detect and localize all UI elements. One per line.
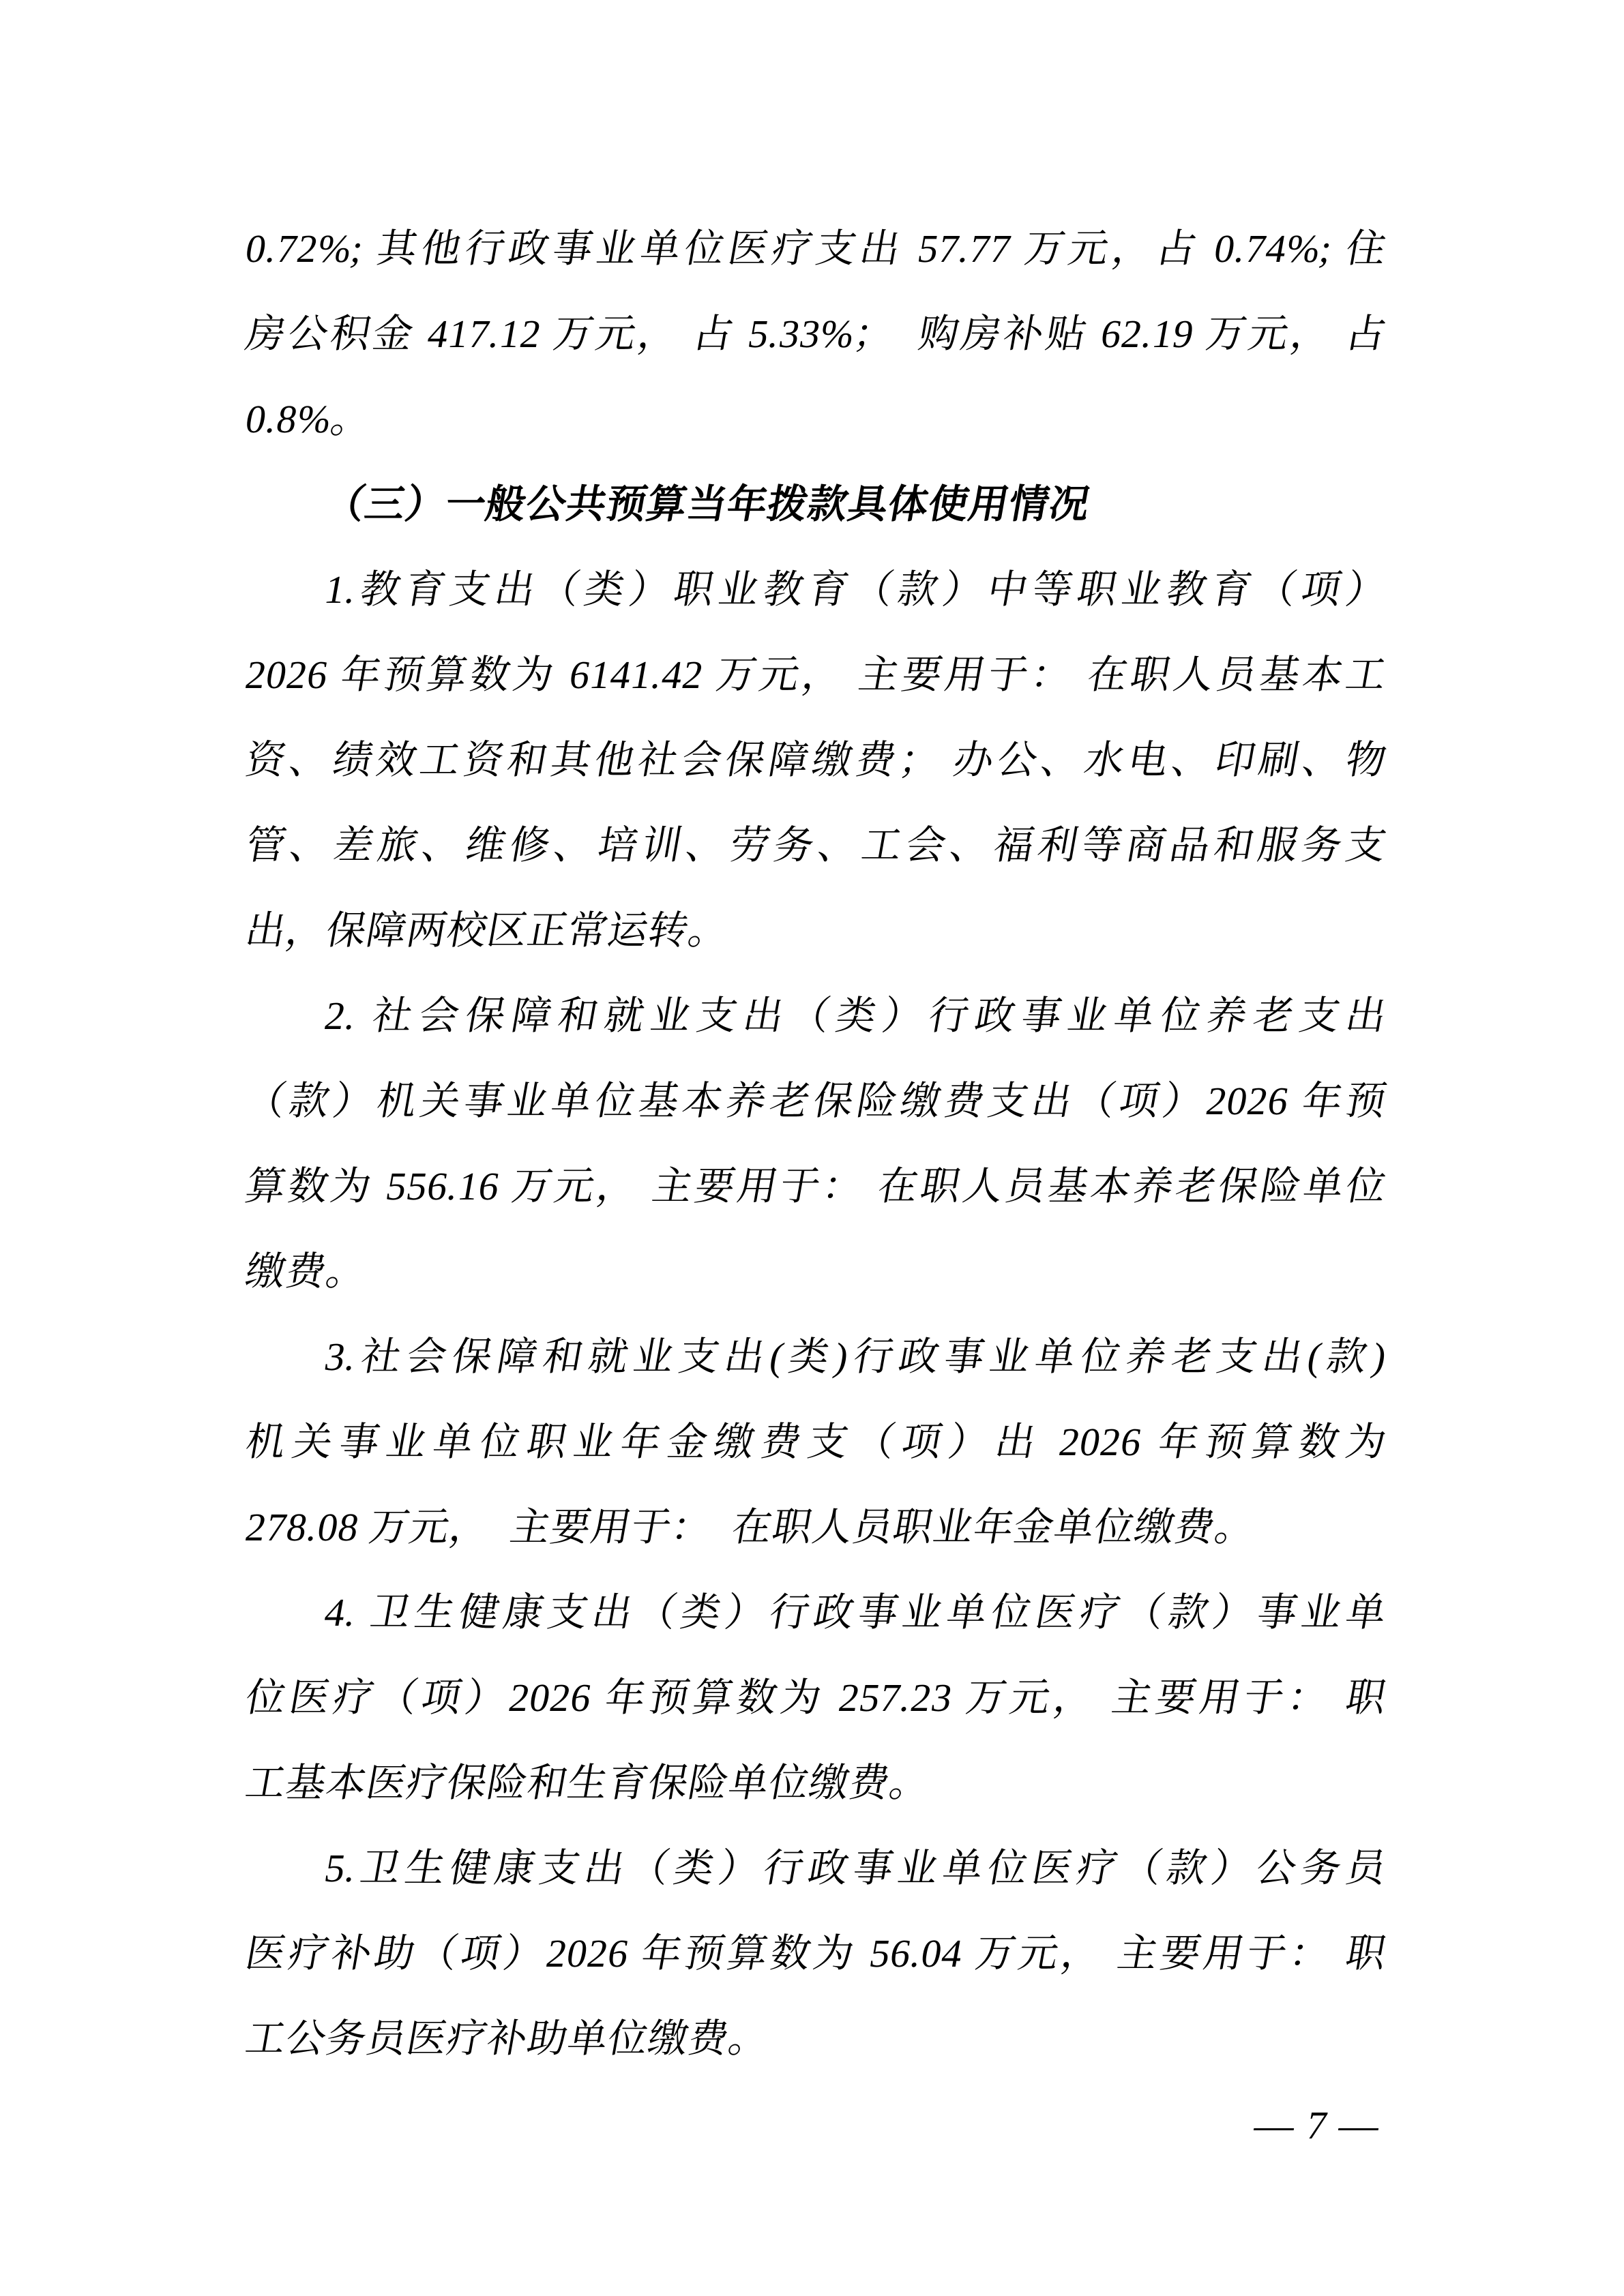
- text-line: 4. 卫生健康支出（类）行政事业单位医疗（款）事业单: [321, 1590, 1391, 1635]
- text-line: 算数为 556.16 万元， 主要用于： 在职人员基本养老保险单位: [242, 1164, 1391, 1208]
- text-line: 1.教育支出（类）职业教育（款）中等职业教育（项）: [321, 567, 1391, 612]
- document-body: [242, 206, 1391, 2081]
- text-line: 位医疗（项）2026 年预算数为 257.23 万元， 主要用于： 职: [242, 1675, 1391, 1720]
- text-line: 机关事业单位职业年金缴费支（项）出 2026 年预算数为: [242, 1420, 1391, 1464]
- text-line: 3.社会保障和就业支出(类)行政事业单位养老支出(款): [321, 1335, 1391, 1379]
- page-number: — 7 —: [1250, 2103, 1385, 2147]
- text-line: 医疗补助（项）2026 年预算数为 56.04 万元， 主要用于： 职: [242, 1931, 1391, 1976]
- text-line: 缴费。: [242, 1249, 371, 1294]
- text-line: （款）机关事业单位基本养老保险缴费支出（项）2026 年预: [242, 1079, 1391, 1123]
- text-line: 278.08 万元， 主要用于： 在职人员职业年金单位缴费。: [242, 1505, 1260, 1549]
- text-line: 0.8%。: [242, 397, 376, 441]
- text-line: 0.72%; 其他行政事业单位医疗支出 57.77 万元，占 0.74%; 住: [242, 226, 1391, 271]
- text-line: 管、差旅、维修、培训、劳务、工会、福利等商品和服务支: [242, 823, 1391, 867]
- section-heading: （三）一般公共预算当年拨款具体使用情况: [321, 482, 1094, 526]
- text-line: 工公务员医疗补助单位缴费。: [242, 2016, 773, 2061]
- text-line: 工基本医疗保险和生育保险单位缴费。: [242, 1761, 934, 1805]
- text-line: 房公积金 417.12 万元， 占 5.33%； 购房补贴 62.19 万元， 占: [242, 312, 1391, 356]
- text-line: 出，保障两校区正常运转。: [242, 908, 733, 953]
- text-line: 资、绩效工资和其他社会保障缴费； 办公、水电、印刷、物: [242, 738, 1391, 782]
- text-line: 5.卫生健康支出（类）行政事业单位医疗（款）公务员: [321, 1846, 1391, 1890]
- text-line: 2. 社会保障和就业支出（类）行政事业单位养老支出: [321, 994, 1391, 1038]
- text-line: 2026 年预算数为 6141.42 万元， 主要用于： 在职人员基本工: [242, 653, 1391, 697]
